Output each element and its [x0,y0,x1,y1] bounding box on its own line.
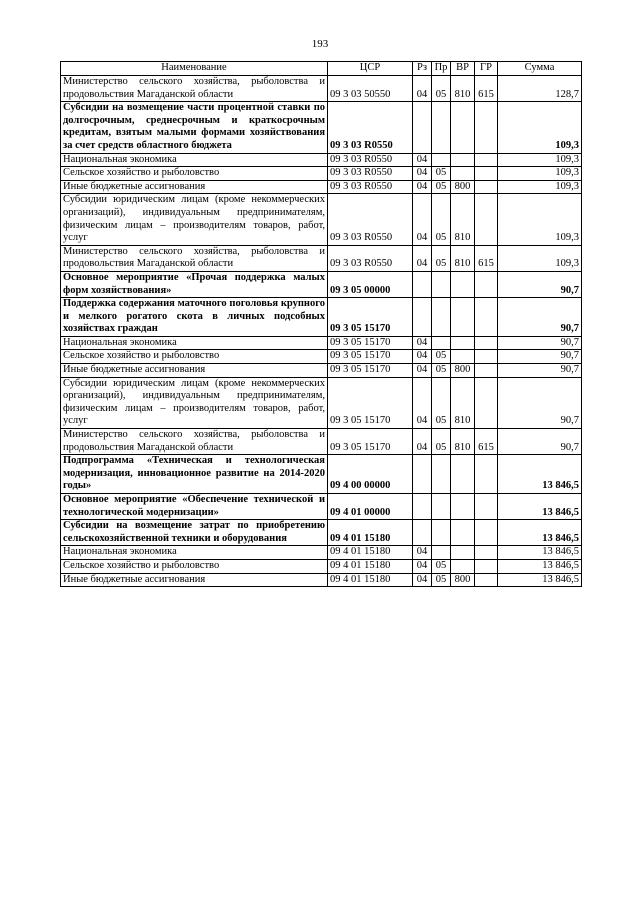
table-row [61,455,582,494]
row-name: Министерство сельского хозяйства, рыболовства и продовольствия Магаданской области [61,245,328,271]
row-sum: 13 846,5 [498,494,582,520]
row-gr [475,298,498,337]
row-pr: 05 [432,377,451,428]
header-sum: Сумма [498,62,582,76]
row-csr: 09 3 05 15170 [328,377,413,428]
header-rz: Рз [413,62,432,76]
header-name: Наименование [61,62,328,76]
row-vr: 800 [451,573,475,587]
row-name: Национальная экономика [61,336,328,350]
row-sum: 13 846,5 [498,455,582,494]
row-vr [451,102,475,153]
row-gr: 615 [475,429,498,455]
table-row [61,167,582,181]
row-sum: 90,7 [498,271,582,297]
row-csr: 09 4 01 00000 [328,494,413,520]
row-rz: 04 [413,336,432,350]
row-rz: 04 [413,76,432,102]
row-csr: 09 3 03 R0550 [328,167,413,181]
row-vr [451,153,475,167]
row-pr: 05 [432,429,451,455]
row-sum: 13 846,5 [498,520,582,546]
row-name: Субсидии юридическим лицам (кроме некоммерческих организаций), индивидуальным предпринимателям, физическим лицам – производителям товаров, работ, услуг [61,194,328,245]
table-row [61,364,582,378]
row-csr: 09 3 05 15170 [328,429,413,455]
row-sum: 90,7 [498,336,582,350]
row-sum: 90,7 [498,429,582,455]
row-sum: 109,3 [498,167,582,181]
row-gr [475,377,498,428]
row-gr [475,559,498,573]
row-sum: 13 846,5 [498,559,582,573]
table-row [61,559,582,573]
header-pr: Пр [432,62,451,76]
row-pr: 05 [432,364,451,378]
row-rz: 04 [413,180,432,194]
row-gr: 615 [475,76,498,102]
row-sum: 109,3 [498,245,582,271]
row-gr [475,167,498,181]
row-gr [475,153,498,167]
row-name: Сельское хозяйство и рыболовство [61,350,328,364]
row-sum: 128,7 [498,76,582,102]
row-name: Поддержка содержания маточного поголовья крупного и мелкого рогатого скота в личных подсобных хозяйствах граждан [61,298,328,337]
row-vr [451,520,475,546]
row-pr [432,494,451,520]
table-row [61,377,582,428]
row-csr: 09 4 01 15180 [328,546,413,560]
row-csr: 09 3 03 50550 [328,76,413,102]
table-row [61,350,582,364]
row-pr [432,520,451,546]
table-row [61,546,582,560]
row-vr [451,559,475,573]
table-row [61,180,582,194]
row-name: Подпрограмма «Техническая и технологическая модернизация, инновационное развитие на 2014-2020 годы» [61,455,328,494]
table-row [61,245,582,271]
header-vr: ВР [451,62,475,76]
row-vr: 810 [451,377,475,428]
row-gr [475,194,498,245]
row-gr [475,350,498,364]
table-row [61,194,582,245]
table-row [61,76,582,102]
table-row [61,271,582,297]
row-rz [413,298,432,337]
row-pr [432,298,451,337]
row-gr [475,573,498,587]
header-gr: ГР [475,62,498,76]
row-sum: 109,3 [498,180,582,194]
row-csr: 09 3 03 R0550 [328,102,413,153]
row-rz [413,271,432,297]
row-rz: 04 [413,153,432,167]
row-csr: 09 3 03 R0550 [328,194,413,245]
row-csr: 09 4 00 00000 [328,455,413,494]
row-vr [451,350,475,364]
row-csr: 09 4 01 15180 [328,520,413,546]
row-rz: 04 [413,167,432,181]
row-csr: 09 3 03 R0550 [328,153,413,167]
row-vr [451,546,475,560]
table-row [61,573,582,587]
row-name: Сельское хозяйство и рыболовство [61,167,328,181]
row-pr [432,102,451,153]
row-rz: 04 [413,377,432,428]
row-pr: 05 [432,180,451,194]
row-vr: 810 [451,245,475,271]
row-name: Национальная экономика [61,153,328,167]
row-name: Министерство сельского хозяйства, рыболовства и продовольствия Магаданской области [61,76,328,102]
row-name: Иные бюджетные ассигнования [61,364,328,378]
row-gr [475,494,498,520]
row-sum: 90,7 [498,350,582,364]
row-sum: 109,3 [498,153,582,167]
row-name: Министерство сельского хозяйства, рыболовства и продовольствия Магаданской области [61,429,328,455]
table-row [61,102,582,153]
row-gr [475,546,498,560]
row-gr [475,180,498,194]
row-vr: 810 [451,76,475,102]
row-rz: 04 [413,245,432,271]
row-rz [413,455,432,494]
row-csr: 09 3 05 15170 [328,336,413,350]
row-rz [413,520,432,546]
budget-table [60,61,582,587]
row-vr [451,455,475,494]
row-csr: 09 3 03 R0550 [328,180,413,194]
row-rz: 04 [413,194,432,245]
row-sum: 109,3 [498,102,582,153]
row-sum: 13 846,5 [498,546,582,560]
row-name: Субсидии на возмещение части процентной ставки по долгосрочным, среднесрочным и краткосрочным кредитам, взятым малыми формами хозяйствования за счет средств областного бюджета [61,102,328,153]
row-pr [432,271,451,297]
row-csr: 09 3 03 R0550 [328,245,413,271]
row-sum: 90,7 [498,298,582,337]
row-csr: 09 3 05 15170 [328,350,413,364]
row-rz: 04 [413,559,432,573]
row-rz [413,102,432,153]
row-name: Сельское хозяйство и рыболовство [61,559,328,573]
row-vr: 810 [451,429,475,455]
row-rz: 04 [413,429,432,455]
row-pr: 05 [432,350,451,364]
row-pr [432,336,451,350]
row-pr: 05 [432,76,451,102]
row-gr [475,364,498,378]
row-gr [475,336,498,350]
row-rz: 04 [413,546,432,560]
row-pr: 05 [432,167,451,181]
row-pr: 05 [432,573,451,587]
page-number: 193 [311,38,329,50]
header-row [61,62,582,76]
table-row [61,153,582,167]
row-vr [451,494,475,520]
row-gr [475,271,498,297]
row-vr [451,271,475,297]
row-pr: 05 [432,194,451,245]
row-name: Иные бюджетные ассигнования [61,573,328,587]
row-vr: 800 [451,180,475,194]
row-csr: 09 3 05 15170 [328,298,413,337]
row-sum: 109,3 [498,194,582,245]
row-vr: 800 [451,364,475,378]
table-row [61,429,582,455]
row-gr [475,520,498,546]
row-name: Субсидии юридическим лицам (кроме некоммерческих организаций), индивидуальным предпринимателям, физическим лицам – производителям товаров, работ, услуг [61,377,328,428]
row-gr [475,102,498,153]
row-sum: 90,7 [498,377,582,428]
row-name: Субсидии на возмещение затрат по приобретению сельскохозяйственной техники и оборудования [61,520,328,546]
header-csr: ЦСР [328,62,413,76]
row-csr: 09 3 05 15170 [328,364,413,378]
row-name: Национальная экономика [61,546,328,560]
row-pr: 05 [432,245,451,271]
row-rz [413,494,432,520]
row-pr [432,455,451,494]
row-vr [451,167,475,181]
row-gr: 615 [475,245,498,271]
row-csr: 09 4 01 15180 [328,573,413,587]
row-pr [432,153,451,167]
row-gr [475,455,498,494]
table-row [61,494,582,520]
row-pr: 05 [432,559,451,573]
row-rz: 04 [413,350,432,364]
row-csr: 09 3 05 00000 [328,271,413,297]
row-sum: 90,7 [498,364,582,378]
row-vr [451,298,475,337]
table-row [61,520,582,546]
row-vr: 810 [451,194,475,245]
table-row [61,298,582,337]
row-pr [432,546,451,560]
row-name: Основное мероприятие «Обеспечение технической и технологической модернизации» [61,494,328,520]
row-rz: 04 [413,364,432,378]
row-name: Иные бюджетные ассигнования [61,180,328,194]
row-csr: 09 4 01 15180 [328,559,413,573]
row-name: Основное мероприятие «Прочая поддержка малых форм хозяйствования» [61,271,328,297]
table-row [61,336,582,350]
row-sum: 13 846,5 [498,573,582,587]
row-vr [451,336,475,350]
row-rz: 04 [413,573,432,587]
